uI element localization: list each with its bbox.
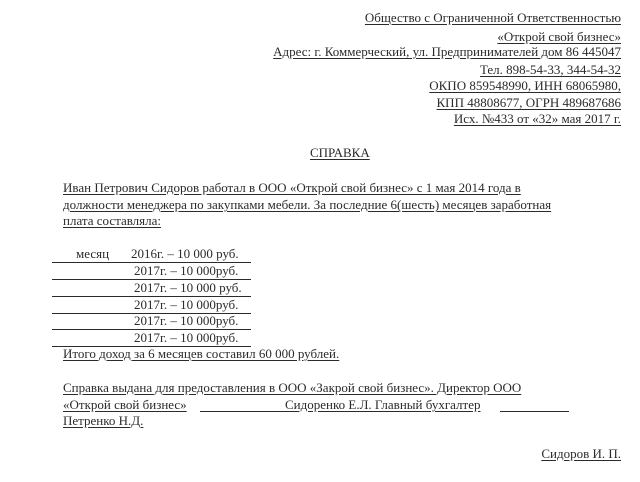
salary-row xyxy=(52,330,251,347)
header-company-brand: «Открой свой бизнес» xyxy=(497,29,621,44)
intro-line-3: плата составляла: xyxy=(63,213,162,228)
intro-line-2: должности менеджера по закупками мебели. За последние 6(шесть) месяцев заработная xyxy=(63,197,552,212)
salary-row-value: 2017г. – 10 000руб. xyxy=(134,263,239,278)
header-address: Адрес: г. Коммерческий, ул. Предпринимателей дом 86 445047 xyxy=(273,44,621,59)
salary-row-value: 2017г. – 10 000руб. xyxy=(134,330,239,345)
issued-line-3: Петренко Н.Д. xyxy=(63,413,144,428)
salary-row-value: 2017г. – 10 000руб. xyxy=(134,313,239,328)
issued-line-1: Справка выдана для предоставления в ООО «Закрой свой бизнес». Директор ООО xyxy=(63,380,522,395)
salary-month-label: месяц xyxy=(76,246,110,261)
header-phone: Тел. 898-54-33, 344-54-32 xyxy=(479,62,621,77)
page-title: СПРАВКА xyxy=(310,145,370,160)
salary-row xyxy=(52,280,251,297)
header-okpo-inn: ОКПО 859548990, ИНН 68065980, xyxy=(429,78,621,93)
salary-row xyxy=(52,297,251,314)
salary-row-value: 2016г. – 10 000 руб. xyxy=(131,246,239,261)
total-income: Итого доход за 6 месяцев составил 60 000 рублей. xyxy=(63,346,340,361)
salary-row xyxy=(52,313,251,330)
signature-underline xyxy=(500,411,569,412)
salary-row xyxy=(52,246,251,263)
header-outgoing-number: Исх. №433 от «32» мая 2017 г. xyxy=(453,111,621,126)
header-company-name: Общество с Ограниченной Ответственностью xyxy=(364,10,621,25)
salary-row-value: 2017г. – 10 000 руб. xyxy=(134,280,242,295)
signature-name: Сидоров И. П. xyxy=(541,446,621,461)
header-kpp-ogrn: КПП 48808677, ОГРН 489687686 xyxy=(436,95,621,110)
intro-line-1: Иван Петрович Сидоров работал в ООО «Открой свой бизнес» с 1 мая 2014 года в xyxy=(63,180,521,195)
salary-row xyxy=(52,263,251,280)
issued-line-2-left: «Открой свой бизнес» xyxy=(63,397,187,412)
signature-underline xyxy=(200,411,285,412)
issued-line-2-right: Сидоренко Е.Л. Главный бухгалтер xyxy=(285,397,481,412)
salary-row-value: 2017г. – 10 000руб. xyxy=(134,297,239,312)
